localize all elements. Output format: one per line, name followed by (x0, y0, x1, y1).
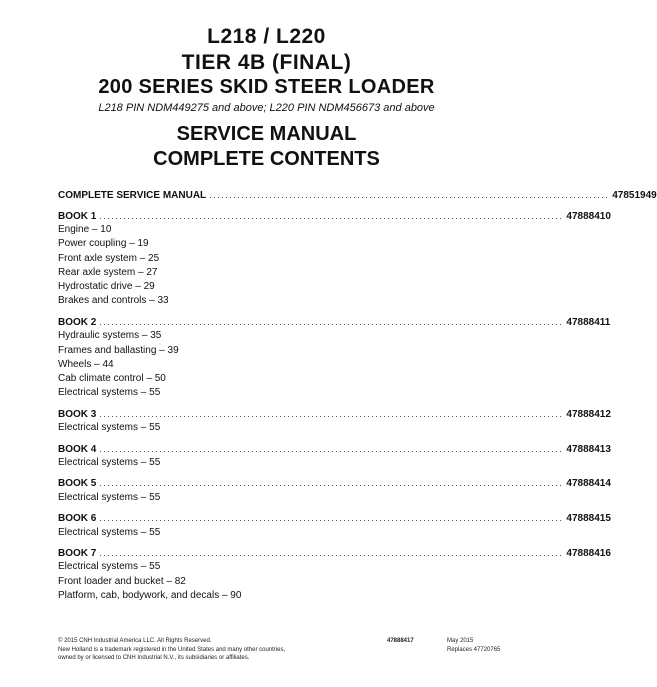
book-block (58, 407, 611, 436)
book-number: 47888415 (566, 513, 611, 525)
book-block (58, 546, 611, 603)
book-block (58, 476, 611, 505)
book-row (58, 407, 611, 422)
book-row (58, 315, 611, 330)
book-block (58, 315, 611, 401)
book-row (58, 511, 611, 526)
book-section-item: Front loader and bucket – 82 (58, 575, 186, 587)
book-number: 47888416 (566, 547, 611, 559)
book-section-item: Rear axle system – 27 (58, 266, 158, 278)
book-section-item: Electrical systems – 55 (58, 387, 161, 399)
book-section-item: Hydraulic systems – 35 (58, 330, 162, 342)
book-block (58, 442, 611, 471)
book-section-item: Electrical systems – 55 (58, 457, 161, 469)
copyright-text: © 2015 CNH Industrial America LLC. All Rights Reserved. (58, 638, 212, 644)
book-section-item: Platform, cab, bodywork, and decals – 90 (58, 590, 242, 602)
leader-dots: .................................................................................................................... (99, 408, 564, 419)
book-section-item: Electrical systems – 55 (58, 422, 161, 434)
book-label: BOOK 4 (58, 443, 97, 455)
part-number: 47888417 (387, 638, 414, 644)
footer-part-number (387, 637, 447, 646)
leader-dots: .................................................................................................................... (99, 513, 564, 524)
book-section-item: Wheels – 44 (58, 358, 114, 370)
book-row (58, 546, 611, 561)
leader-dots: .................................................................................................................... (99, 316, 564, 327)
book-label: BOOK 3 (58, 408, 97, 420)
leader-dots: .................................................................................................................... (99, 547, 564, 558)
footer-legal (58, 637, 358, 663)
book-label: BOOK 2 (58, 316, 97, 328)
book-section-item: Frames and ballasting – 39 (58, 344, 179, 356)
leader-dots: .................................................................................................................... (99, 478, 564, 489)
complete-manual-label: COMPLETE SERVICE MANUAL (58, 190, 207, 201)
book-section-item: Power coupling – 19 (58, 238, 149, 250)
model-title: L218 / L220 (207, 25, 326, 48)
complete-manual-row (58, 188, 657, 203)
book-row (58, 476, 611, 491)
book-number: 47888414 (566, 478, 611, 490)
book-number: 47888412 (566, 408, 611, 420)
book-number: 47888410 (566, 210, 611, 222)
contents-list (58, 188, 657, 609)
publication-date: May 2015 (447, 638, 474, 644)
book-section-item: Engine – 10 (58, 224, 112, 235)
book-row (58, 209, 611, 224)
book-label: BOOK 7 (58, 547, 97, 559)
book-number: 47888413 (566, 443, 611, 455)
book-row (58, 442, 611, 457)
book-label: BOOK 1 (58, 210, 97, 222)
pin-range: L218 PIN NDM449275 and above; L220 PIN NDM456673 and above (98, 102, 435, 114)
book-section-item: Electrical systems – 55 (58, 561, 161, 573)
document-subtitle: COMPLETE CONTENTS (153, 148, 380, 170)
book-block (58, 209, 611, 309)
book-section-item: Cab climate control – 50 (58, 373, 166, 385)
book-section-item: Hydrostatic drive – 29 (58, 281, 155, 293)
book-label: BOOK 6 (58, 513, 97, 525)
book-section-item: Brakes and controls – 33 (58, 295, 169, 307)
book-section-item: Electrical systems – 55 (58, 491, 161, 503)
books-list (58, 209, 611, 604)
trademark-text-1: New Holland is a trademark registered in the United States and many other countries, (58, 646, 286, 653)
leader-dots: .................................................................................................... (209, 190, 610, 200)
complete-manual-number: 47851949 (612, 190, 657, 201)
book-number: 47888411 (566, 316, 611, 328)
leader-dots: .................................................................................................................... (99, 443, 564, 454)
book-section-item: Front axle system – 25 (58, 252, 160, 264)
series-title: 200 SERIES SKID STEER LOADER (98, 76, 435, 98)
leader-dots: .................................................................................................................... (99, 210, 564, 221)
footer-date (447, 637, 507, 654)
replaces-text: Replaces 47720765 (447, 646, 501, 653)
book-section-item: Electrical systems – 55 (58, 526, 161, 538)
book-label: BOOK 5 (58, 478, 97, 490)
tier-title: TIER 4B (FINAL) (181, 51, 352, 74)
document-type: SERVICE MANUAL (176, 123, 357, 145)
trademark-text-2: owned by or licensed to CNH Industrial N.V., its subsidiaries or affiliates. (58, 655, 250, 661)
book-block (58, 511, 611, 540)
